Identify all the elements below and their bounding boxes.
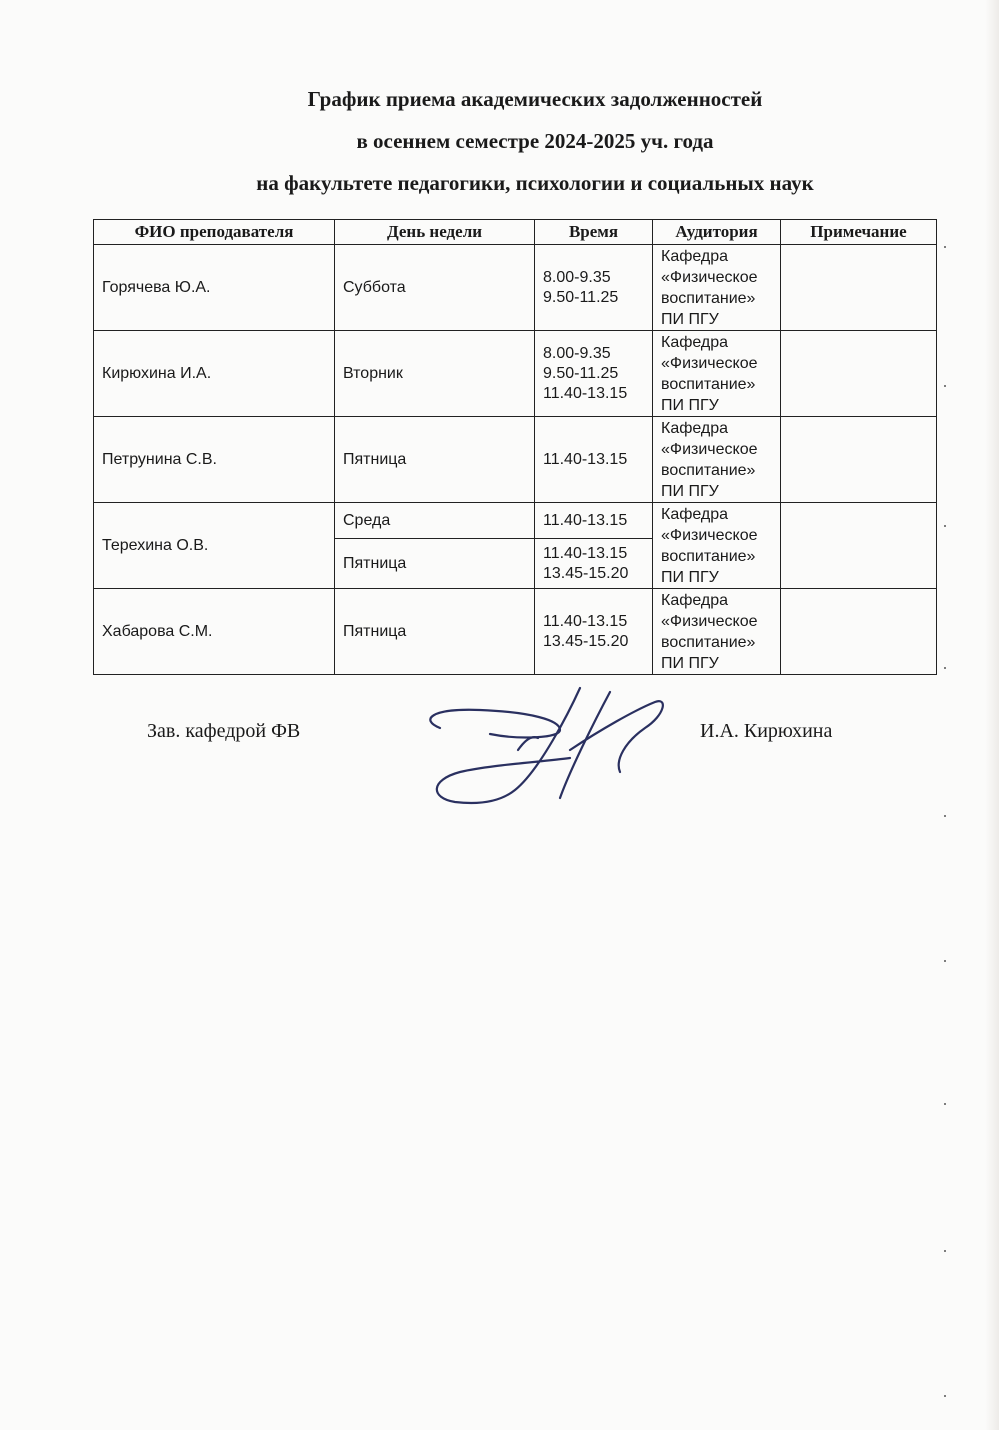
cell-time: [535, 589, 653, 675]
signature-block: [0, 680, 999, 820]
cell-note: [781, 503, 937, 589]
room-line: ПИ ПГУ: [661, 568, 719, 586]
cell-time: [535, 417, 653, 503]
cell-day: Пятница: [335, 539, 535, 589]
table-row: [94, 245, 937, 331]
time-slot: 11.40-13.15: [543, 450, 628, 468]
room-line: воспитание»: [661, 633, 756, 651]
cell-note: [781, 331, 937, 417]
schedule-table: [93, 219, 937, 675]
cell-room: [653, 417, 781, 503]
room-line: воспитание»: [661, 461, 756, 479]
cell-time: [535, 331, 653, 417]
time-slot: 13.45-15.20: [543, 564, 629, 582]
header-day: День недели: [335, 220, 535, 245]
room-line: ПИ ПГУ: [661, 396, 719, 414]
signature-position: Зав. кафедрой ФВ: [147, 720, 301, 742]
room-line: ПИ ПГУ: [661, 310, 719, 328]
cell-note: [781, 417, 937, 503]
cell-time: [535, 539, 653, 589]
cell-name: Горячева Ю.А.: [94, 245, 335, 331]
header-time: Время: [535, 220, 653, 245]
time-slot: 8.00-9.35: [543, 268, 611, 286]
room-line: «Физическое: [661, 354, 758, 372]
cell-room: [653, 245, 781, 331]
cell-note: [781, 245, 937, 331]
room-line: воспитание»: [661, 547, 756, 565]
header-name: ФИО преподавателя: [94, 220, 335, 245]
time-slot: 9.50-11.25: [543, 364, 619, 382]
cell-note: [781, 589, 937, 675]
room-line: ПИ ПГУ: [661, 482, 719, 500]
table-row: [94, 589, 937, 675]
room-line: «Физическое: [661, 440, 758, 458]
header-room: Аудитория: [653, 220, 781, 245]
room-line: ПИ ПГУ: [661, 654, 719, 672]
cell-room: [653, 589, 781, 675]
title-line-2: в осеннем семестре 2024-2025 уч. года: [356, 129, 714, 153]
time-slot: 9.50-11.25: [543, 288, 619, 306]
room-line: Кафедра: [661, 591, 729, 609]
table-row: [94, 331, 937, 417]
document-title: [0, 86, 999, 212]
cell-name: Петрунина С.В.: [94, 417, 335, 503]
table-row: [94, 417, 937, 503]
cell-day: Вторник: [335, 331, 535, 417]
room-line: «Физическое: [661, 268, 758, 286]
title-line-3: на факультете педагогики, психологии и социальных наук: [256, 171, 814, 195]
cell-time: [535, 503, 653, 539]
room-line: Кафедра: [661, 505, 729, 523]
cell-room: [653, 331, 781, 417]
cell-room: [653, 503, 781, 589]
cell-day: Среда: [335, 503, 535, 539]
title-line-1: График приема академических задолженностей: [307, 87, 763, 111]
cell-day: Пятница: [335, 417, 535, 503]
handwritten-signature: [420, 680, 680, 810]
time-slot: 13.45-15.20: [543, 632, 629, 650]
time-slot: 11.40-13.15: [543, 511, 628, 529]
header-note: Примечание: [781, 220, 937, 245]
cell-day: Пятница: [335, 589, 535, 675]
room-line: «Физическое: [661, 526, 758, 544]
table-header-row: [94, 220, 937, 245]
time-slot: 11.40-13.15: [543, 384, 628, 402]
room-line: воспитание»: [661, 375, 756, 393]
time-slot: 8.00-9.35: [543, 344, 611, 362]
cell-name: Кирюхина И.А.: [94, 331, 335, 417]
cell-time: [535, 245, 653, 331]
room-line: воспитание»: [661, 289, 756, 307]
time-slot: 11.40-13.15: [543, 612, 628, 630]
cell-day: Суббота: [335, 245, 535, 331]
signature-name: И.А. Кирюхина: [700, 720, 833, 742]
room-line: Кафедра: [661, 247, 729, 265]
cell-name: Хабарова С.М.: [94, 589, 335, 675]
time-slot: 11.40-13.15: [543, 544, 628, 562]
cell-name: Терехина О.В.: [94, 503, 335, 589]
table-row: [94, 503, 937, 539]
room-line: «Физическое: [661, 612, 758, 630]
room-line: Кафедра: [661, 419, 729, 437]
room-line: Кафедра: [661, 333, 729, 351]
